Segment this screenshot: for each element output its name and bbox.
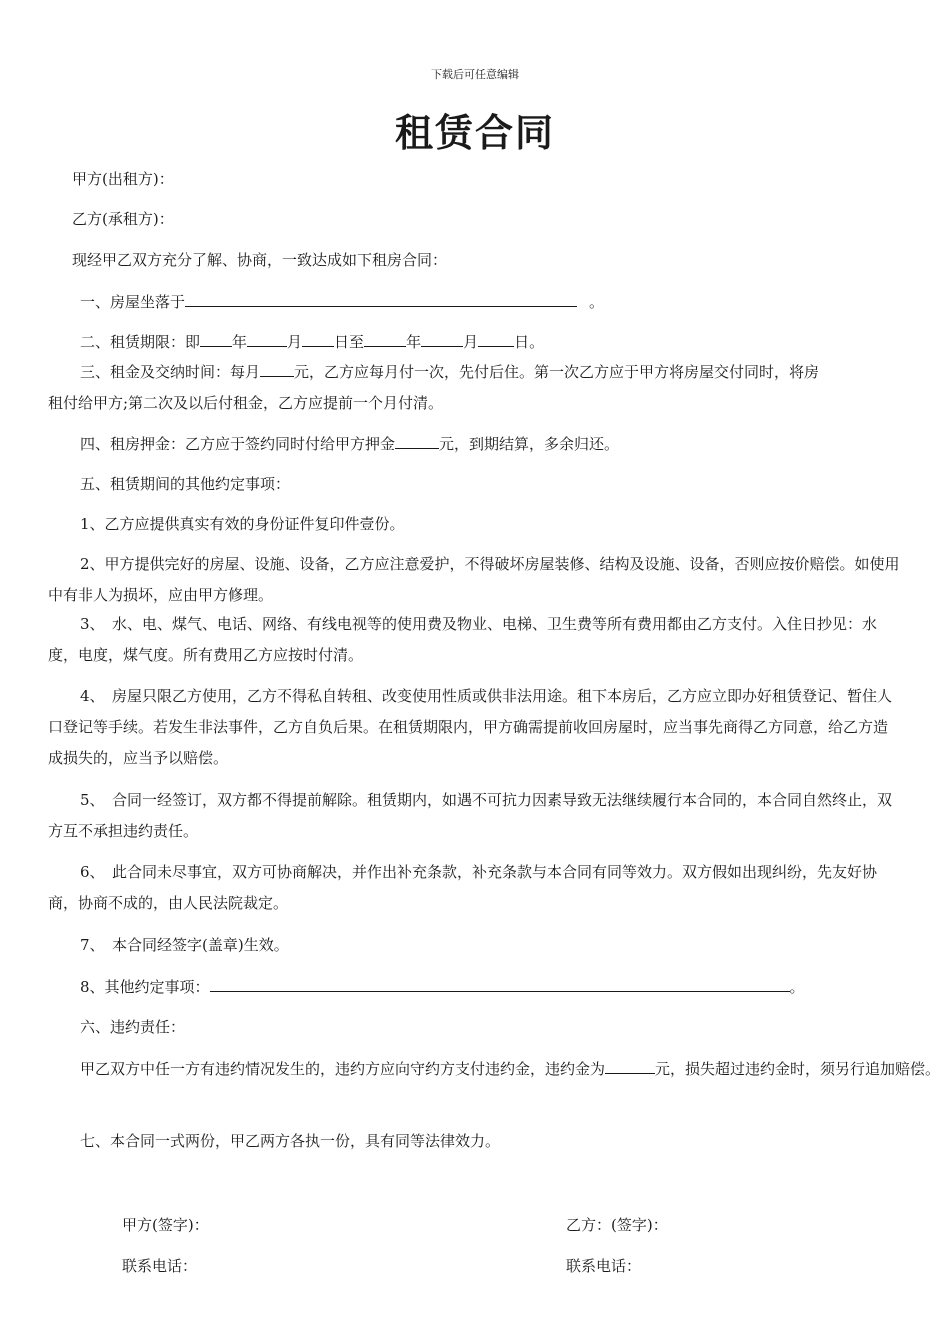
clause-location-suffix: 。 bbox=[589, 293, 605, 311]
clause-rent-a: 三、租金及交纳时间：每月 bbox=[80, 363, 261, 381]
clause6-b: 元，损失超过违约金时，须另行追加赔偿。 bbox=[655, 1060, 941, 1078]
deposit-amount-blank bbox=[395, 434, 439, 449]
clause6-title: 六、违约责任： bbox=[80, 1018, 186, 1036]
clause-location-prefix: 一、房屋坐落于 bbox=[80, 293, 186, 311]
item-7: 7、 本合同经签字(盖章)生效。 bbox=[80, 936, 289, 954]
item-2: 2、甲方提供完好的房屋、设施、设备，乙方应注意爱护，不得破坏房屋装修、结构及设施、设备，否则应按价赔偿。如使用中有非人为损坏，应由甲方修理。 bbox=[48, 555, 900, 604]
location-blank bbox=[185, 292, 577, 307]
clause7: 七、本合同一式两份，甲乙两方各执一份，具有同等法律效力。 bbox=[80, 1132, 501, 1150]
term-year-label: 年 bbox=[232, 333, 248, 351]
clause-deposit bbox=[80, 434, 619, 453]
document-title: 租赁合同 bbox=[394, 110, 555, 155]
end-month-blank bbox=[421, 332, 463, 347]
item-4: 4、 房屋只限乙方使用，乙方不得私自转租、改变使用性质或供非法用途。租下本房后，乙方应立即办好租赁登记、暂住人口登记等手续。若发生非法事件，乙方自负后果。在租赁期限内，甲方确需提前收回房屋时，应当事先商得乙方同意，给乙方造成损失的，应当予以赔偿。 bbox=[48, 687, 893, 767]
start-month-blank bbox=[247, 332, 287, 347]
party-a-label: 甲方(出租方)： bbox=[72, 170, 174, 188]
clause5-title: 五、租赁期间的其他约定事项： bbox=[80, 475, 291, 493]
clause-deposit-b: 元，到期结算，多余归还。 bbox=[439, 435, 620, 453]
start-day-blank bbox=[302, 332, 334, 347]
start-year-blank bbox=[200, 332, 232, 347]
item-8 bbox=[80, 977, 805, 996]
intro-text: 现经甲乙双方充分了解、协商，一致达成如下租房合同： bbox=[72, 251, 448, 269]
penalty-amount-blank bbox=[605, 1059, 655, 1074]
clause-rent-line2: 租付给甲方;第二次及以后付租金，乙方应提前一个月付清。 bbox=[48, 394, 444, 412]
clause-rent-line1 bbox=[80, 362, 819, 381]
clause6-line1 bbox=[80, 1059, 940, 1078]
item-8-prefix: 8、其他约定事项： bbox=[80, 978, 210, 996]
clause-term bbox=[80, 332, 544, 351]
party-b-signature: 乙方：(签字)： bbox=[566, 1216, 668, 1234]
item-6: 6、 此合同未尽事宜，双方可协商解决，并作出补充条款，补充条款与本合同有同等效力。双方假如出现纠纷，先友好协商，协商不成的，由人民法院裁定。 bbox=[48, 863, 878, 912]
item-1: 1、乙方应提供真实有效的身份证件复印件壹份。 bbox=[80, 515, 405, 533]
term-end-year-label: 年 bbox=[406, 333, 422, 351]
term-day-to-label: 日至 bbox=[334, 333, 365, 351]
term-month-label: 月 bbox=[287, 333, 303, 351]
other-terms-blank bbox=[210, 977, 790, 992]
item-5: 5、 合同一经签订，双方都不得提前解除。租赁期内，如遇不可抗力因素导致无法继续履行本合同的，本合同自然终止，双方互不承担违约责任。 bbox=[48, 791, 893, 840]
party-b-label: 乙方(承租方)： bbox=[72, 210, 174, 228]
item-8-suffix: 。 bbox=[789, 978, 805, 996]
item-3: 3、 水、电、煤气、电话、网络、有线电视等的使用费及物业、电梯、卫生费等所有费用都由乙方支付。入住日抄见：水度，电度，煤气度。所有费用乙方应按时付清。 bbox=[48, 615, 878, 664]
party-a-signature: 甲方(签字)： bbox=[122, 1216, 209, 1234]
clause-deposit-a: 四、租房押金：乙方应于签约同时付给甲方押金 bbox=[80, 435, 396, 453]
end-day-blank bbox=[478, 332, 514, 347]
clause-location bbox=[80, 292, 604, 311]
clause-rent-b: 元，乙方应每月付一次，先付后住。第一次乙方应于甲方将房屋交付同时，将房 bbox=[294, 363, 820, 381]
end-year-blank bbox=[364, 332, 406, 347]
term-end-day-label: 日。 bbox=[514, 333, 545, 351]
header-note: 下载后可任意编辑 bbox=[431, 68, 519, 81]
party-a-phone: 联系电话： bbox=[122, 1257, 198, 1275]
party-b-phone: 联系电话： bbox=[566, 1257, 642, 1275]
rent-amount-blank bbox=[260, 362, 294, 377]
clause6-a: 甲乙双方中任一方有违约情况发生的，违约方应向守约方支付违约金，违约金为 bbox=[80, 1060, 606, 1078]
clause-term-prefix: 二、租赁期限：即 bbox=[80, 333, 201, 351]
term-end-month-label: 月 bbox=[463, 333, 479, 351]
